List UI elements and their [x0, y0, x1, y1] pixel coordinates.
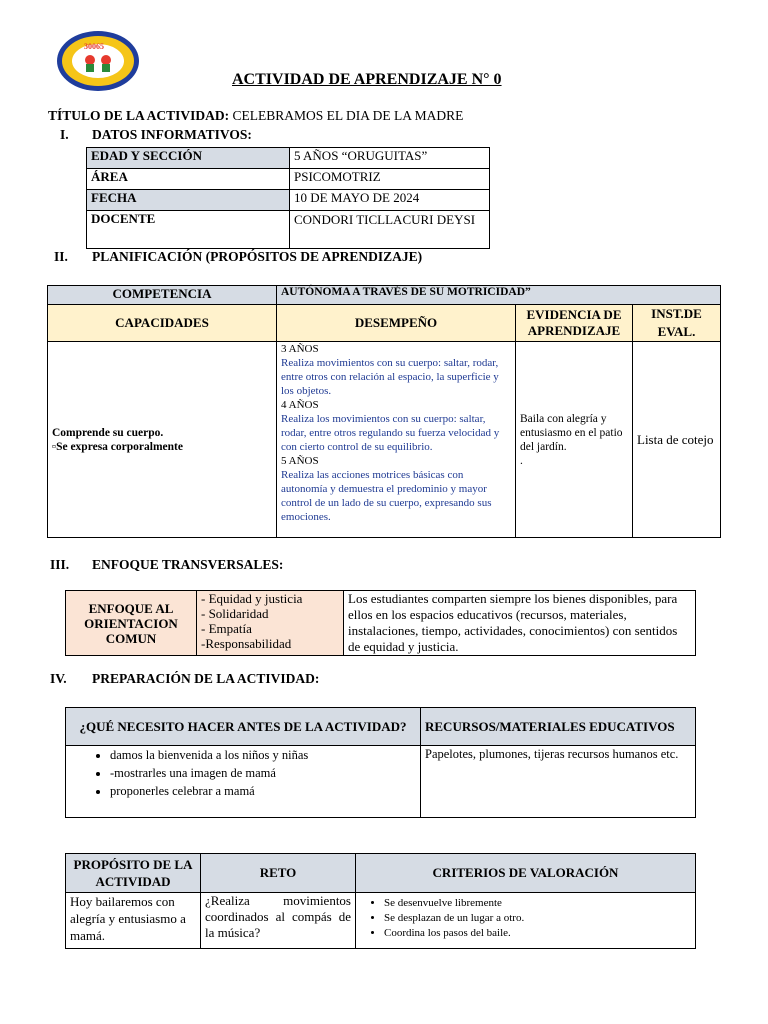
proposito-table [65, 853, 696, 949]
header-inst: INST.DE EVAL. [633, 305, 721, 342]
header-evidencia: EVIDENCIA DE APRENDIZAJE [516, 305, 633, 342]
evidencia-text: Baila con alegría y entusiasmo en el patio del jardín. [520, 412, 623, 453]
datos-label: ÁREA [87, 169, 290, 190]
page-title: ACTIVIDAD DE APRENDIZAJE N° 0 [232, 71, 502, 88]
enfoque-value: - Solidaridad [201, 606, 269, 621]
age-4: 4 AÑOS [281, 399, 319, 411]
datos-value: 10 DE MAYO DE 2024 [290, 190, 490, 211]
planificacion-table [47, 285, 721, 538]
section-3-number: III. [50, 557, 70, 572]
header-desempeno: DESEMPEÑO [277, 305, 516, 342]
header-capacidades: CAPACIDADES [48, 305, 277, 342]
datos-value: 5 AÑOS “ORUGUITAS” [290, 148, 490, 169]
desempeno-3: Realiza movimientos con su cuerpo: saltar, rodar, entre otros con relación al espacio, la superficie y los objetos. [281, 357, 499, 397]
activity-value: CELEBRAMOS EL DIA DE LA MADRE [232, 108, 464, 123]
list-item: • damos la bienvenida a los niños y niñas [110, 746, 416, 764]
section-4-title: PREPARACIÓN DE LA ACTIVIDAD: [92, 671, 320, 686]
enfoque-value: - Equidad y justicia [201, 591, 303, 606]
datos-value: CONDORI TICLLACURI DEYSI [290, 211, 490, 249]
logo-number: 30065 [84, 42, 104, 51]
enfoque-table [65, 590, 696, 656]
capacidad-1: Comprende su cuerpo. [52, 426, 164, 439]
prep-items-cell [66, 746, 421, 818]
prep-header-1: ¿QUÉ NECESITO HACER ANTES DE LA ACTIVIDAD? [66, 708, 421, 746]
prep-header-2: RECURSOS/MATERIALES EDUCATIVOS [421, 708, 696, 746]
criterios-header: CRITERIOS DE VALORACIÓN [356, 854, 696, 893]
datos-value: PSICOMOTRIZ [290, 169, 490, 190]
preparacion-table [65, 707, 696, 818]
desempeno-4: Realiza los movimientos con su cuerpo: saltar, rodar, entre otros regulando su fuerza velocidad y con cierto control de su equilibrio. [281, 413, 500, 453]
datos-label: DOCENTE [87, 211, 290, 249]
datos-label: FECHA [87, 190, 290, 211]
reto-header: RETO [201, 854, 356, 893]
enfoque-value: -Responsabilidad [201, 636, 292, 651]
datos-table [86, 147, 490, 249]
enfoque-label: ENFOQUE AL ORIENTACION COMUN [66, 591, 197, 656]
competencia-label: COMPETENCIA [48, 286, 277, 305]
list-item: • Se desenvuelve libremente [384, 896, 691, 911]
list-item: • proponerles celebrar a mamá [110, 782, 416, 800]
instrumento-cell: Lista de cotejo [633, 342, 721, 538]
enfoque-description: Los estudiantes comparten siempre los bienes disponibles, para ellos en los espacios educativos (recursos, materiales, instalaciones, tiempo, actividades, conocimientos) con sentidos de equidad y justicia. [344, 591, 696, 656]
desempeno-cell [277, 342, 516, 538]
reto-cell: ¿Realiza movimientos coordinados al compás de la música? [201, 893, 356, 949]
section-1-number: I. [60, 127, 69, 142]
section-1-title: DATOS INFORMATIVOS: [92, 127, 252, 142]
capacidad-2: ▫Se expresa corporalmente [52, 440, 183, 453]
evidencia-dot: . [520, 454, 523, 467]
school-logo [56, 30, 140, 92]
criterios-cell [356, 893, 696, 949]
competencia-value: AUTÓNOMA A TRAVÉS DE SU MOTRICIDAD” [277, 286, 721, 305]
capacidades-cell [48, 342, 277, 538]
section-2-title: PLANIFICACIÓN (PROPÓSITOS DE APRENDIZAJE) [92, 249, 423, 264]
box-glyph: ▫ [52, 440, 57, 453]
evidencia-cell [516, 342, 633, 538]
recursos-cell: Papelotes, plumones, tijeras recursos humanos etc. [421, 746, 696, 818]
age-3: 3 AÑOS [281, 343, 319, 355]
enfoque-values [197, 591, 344, 656]
section-2-number: II. [54, 249, 68, 264]
proposito-header: PROPÓSITO DE LA ACTIVIDAD [66, 854, 201, 893]
enfoque-value: - Empatía [201, 621, 252, 636]
desempeno-5: Realiza las acciones motrices básicas con autonomía y demuestra el predominio y mayor control de un lado de su cuerpo, expresando sus emociones. [281, 469, 492, 523]
list-item: • Coordina los pasos del baile. [384, 926, 691, 941]
list-item: • -mostrarles una imagen de mamá [110, 764, 416, 782]
activity-label: TÍTULO DE LA ACTIVIDAD: [48, 108, 230, 123]
list-item: • Se desplazan de un lugar a otro. [384, 911, 691, 926]
age-5: 5 AÑOS [281, 455, 319, 467]
datos-label: EDAD Y SECCIÓN [87, 148, 290, 169]
activity-title [48, 108, 463, 124]
section-4-number: IV. [50, 671, 67, 686]
section-3-title: ENFOQUE TRANSVERSALES: [92, 557, 284, 572]
proposito-cell: Hoy bailaremos con alegría y entusiasmo a mamá. [66, 893, 201, 949]
